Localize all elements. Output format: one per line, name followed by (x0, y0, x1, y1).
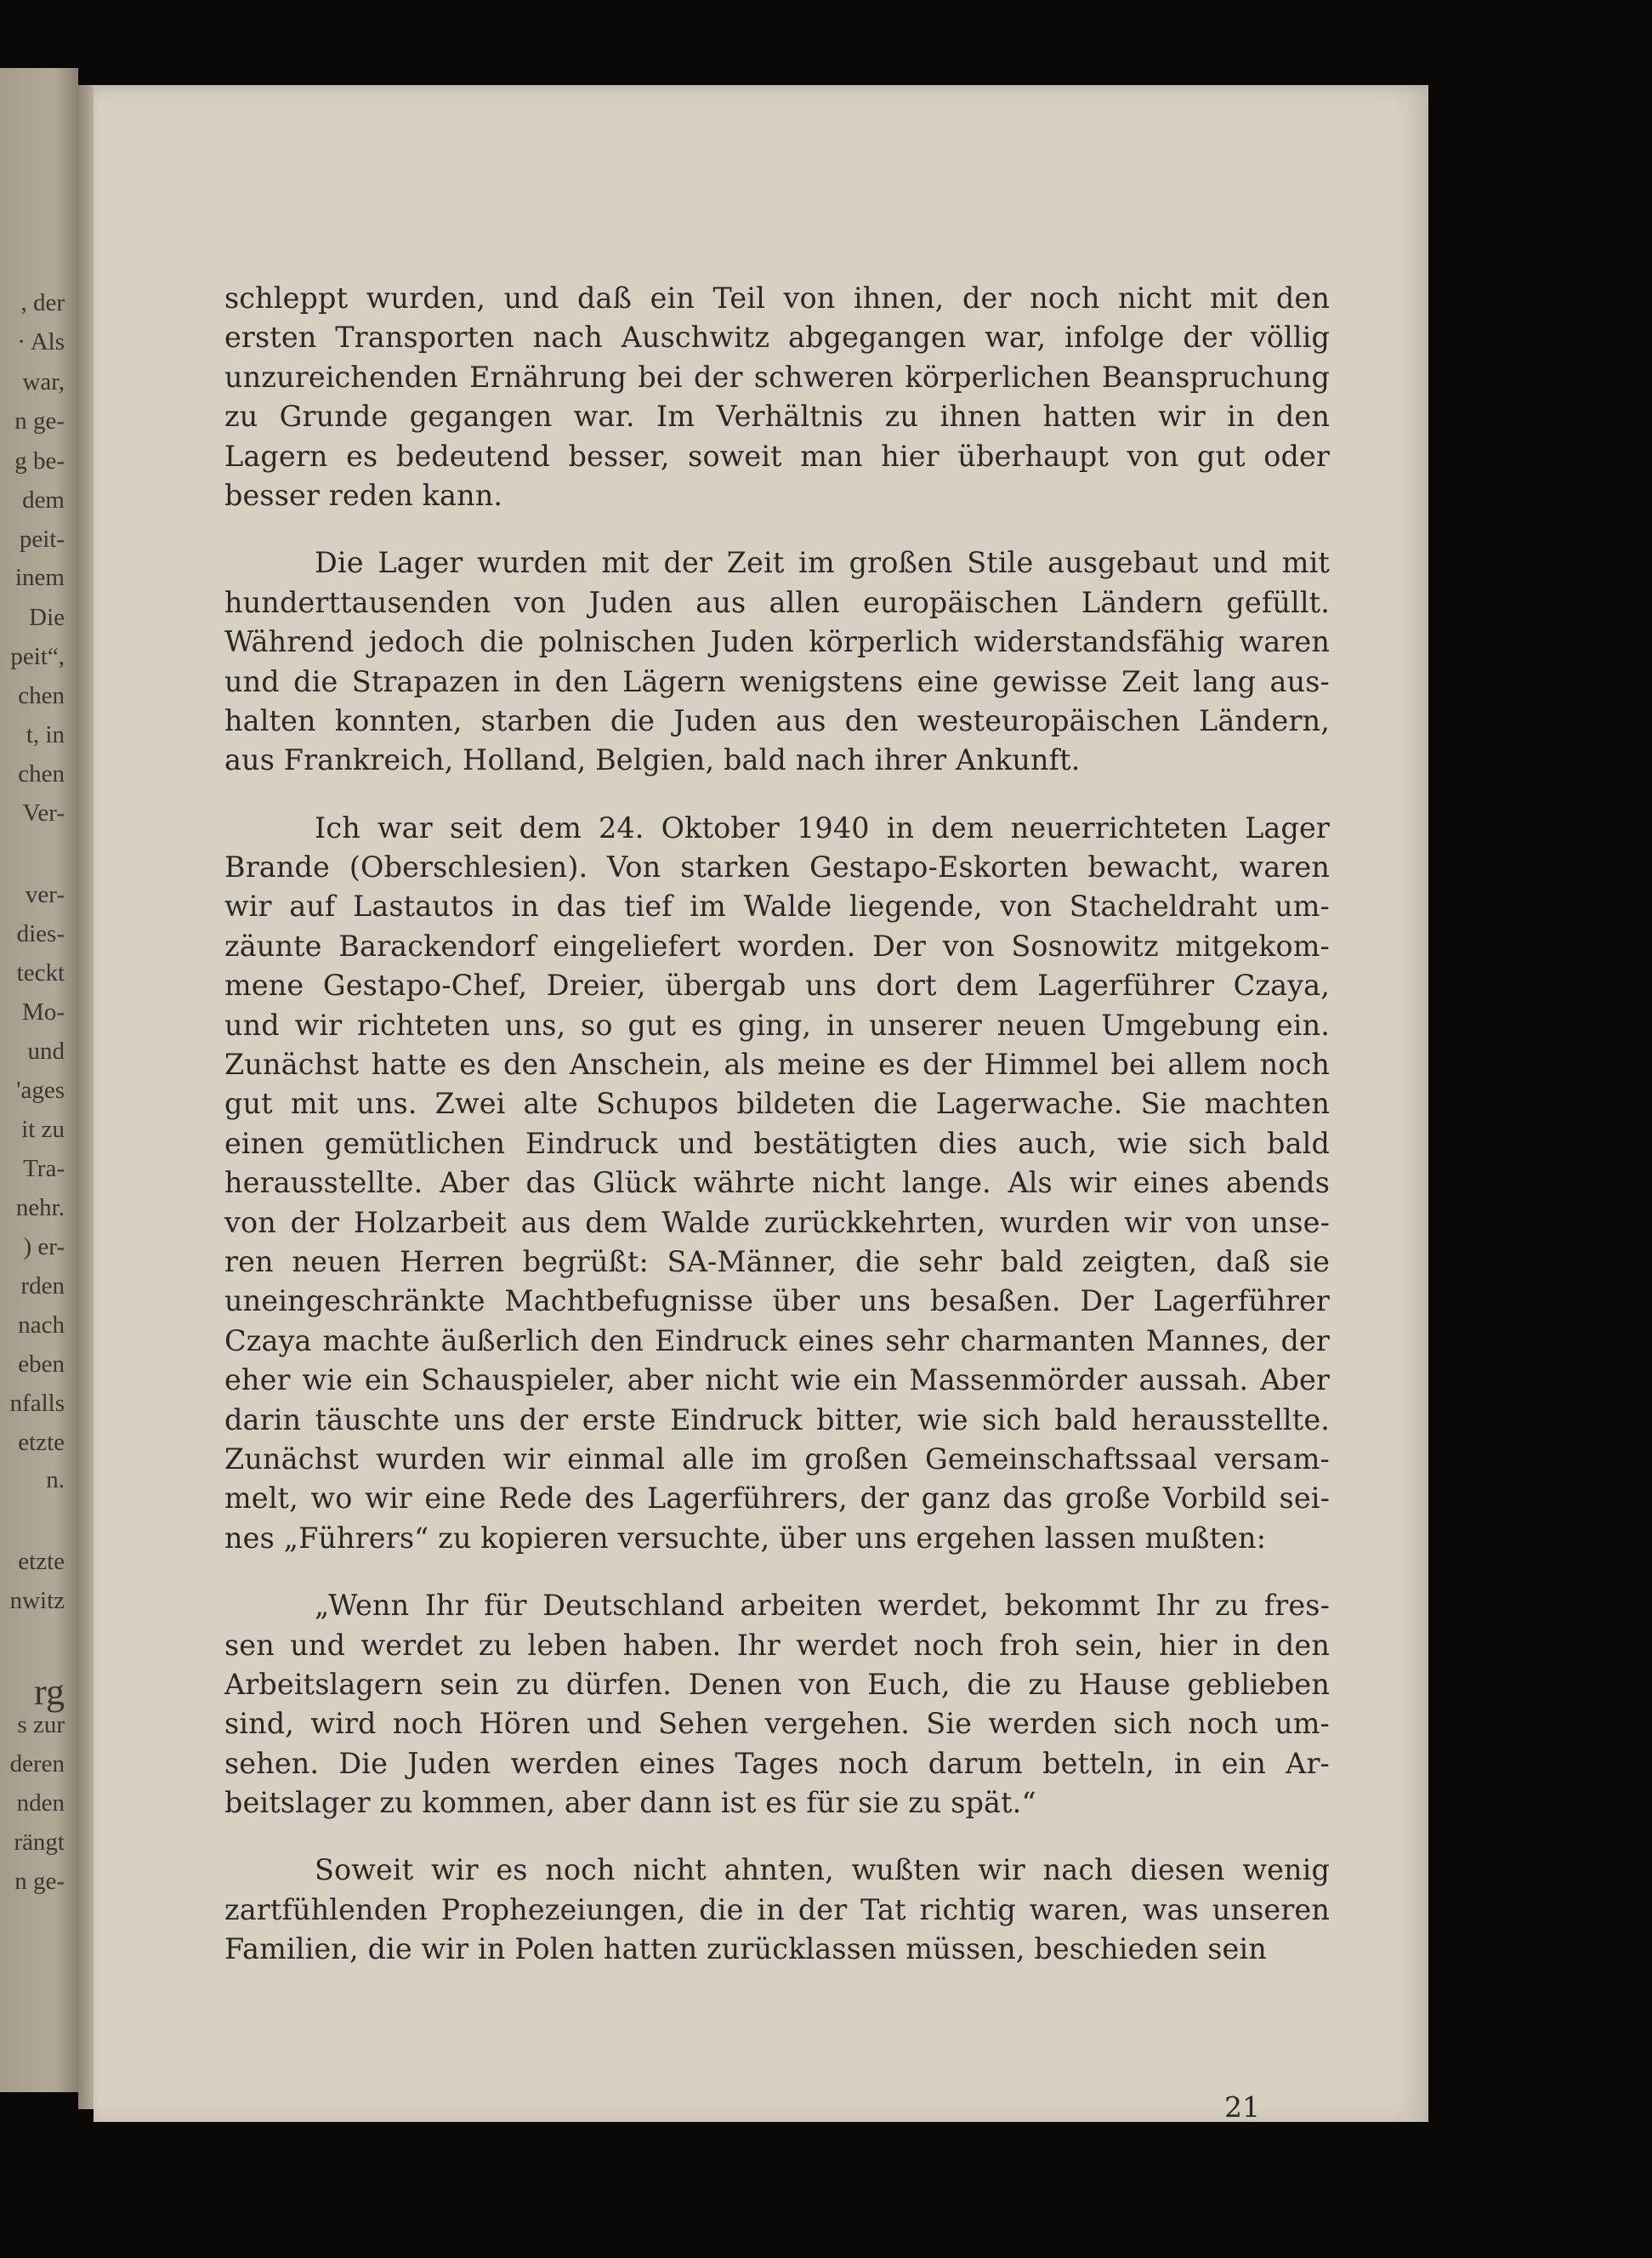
text-line: nes „Führers“ zu kopieren versuchte, über uns ergehen lassen mußten: (224, 1521, 1267, 1555)
left-page-fragment: n. (46, 1466, 65, 1493)
text-line: beitslager zu kommen, aber dann ist es für sie zu spät.“ (224, 1786, 1036, 1820)
text-line: Familien, die wir in Polen hatten zurücklassen müssen, beschieden sein (224, 1932, 1267, 1966)
left-page-fragment: dem (22, 486, 65, 514)
left-page-fragment: chen (18, 760, 65, 788)
page-number: 21 (1224, 2090, 1260, 2124)
left-page-edge (0, 68, 78, 2092)
left-page-fragment: nehr. (15, 1194, 65, 1221)
text-line: zartfühlenden Prophezeiungen, die in der Tat richtig waren, was unseren (224, 1892, 1330, 1926)
text-line: Die Lager wurden mit der Zeit im großen Stile ausgebaut und mit (315, 546, 1330, 580)
text-line: Czaya machte äußerlich den Eindruck eines sehr charmanten Mannes, der (224, 1323, 1330, 1357)
paragraph-gap (224, 515, 1330, 543)
text-line: sind, wird noch Hören und Sehen vergehen. Sie werden sich noch um- (224, 1707, 1330, 1741)
left-page-fragment: , der (20, 289, 65, 316)
left-page-fragment: etzte (18, 1429, 65, 1456)
left-page-fragment: und (27, 1038, 65, 1065)
text-line: Zunächst hatte es den Anschein, als meine es der Himmel bei allem noch (224, 1048, 1330, 1082)
text-line: Ich war seit dem 24. Oktober 1940 in dem neuerrichteten Lager (315, 810, 1330, 845)
text-line: sen und werdet zu leben haben. Ihr werdet noch froh sein, hier in den (224, 1628, 1330, 1662)
text-line: sehen. Die Juden werden eines Tages noch darum betteln, in ein Ar- (224, 1746, 1330, 1780)
text-line: und die Strapazen in den Lägern wenigstens eine gewisse Zeit lang aus- (224, 664, 1330, 698)
left-page-fragment: nwitz (9, 1587, 65, 1614)
book-page (94, 85, 1428, 2122)
text-line: wir auf Lastautos in das tief im Walde liegende, von Stacheldraht um- (224, 890, 1330, 924)
text-line: Brande (Oberschlesien). Von starken Gestapo-Eskorten bewacht, waren (224, 850, 1330, 884)
paragraph-gap (224, 1558, 1330, 1586)
text-line: mene Gestapo-Chef, Dreier, übergab uns dort dem Lagerführer Czaya, (224, 969, 1330, 1003)
left-page-fragment: rden (20, 1272, 65, 1300)
text-line: und wir richteten uns, so gut es ging, in unserer neuen Umgebung ein. (224, 1008, 1330, 1042)
text-line: eher wie ein Schauspieler, aber nicht wie ein Massenmörder aussah. Aber (224, 1363, 1330, 1397)
text-line: hunderttausenden von Juden aus allen europäischen Ländern gefüllt. (224, 585, 1330, 619)
text-line: von der Holzarbeit aus dem Walde zurückkehrten, wurden wir von unse- (224, 1205, 1330, 1239)
text-line: gut mit uns. Zwei alte Schupos bildeten die Lagerwache. Sie machten (224, 1087, 1330, 1121)
paragraph (224, 543, 1330, 780)
left-page-fragment: t, in (26, 721, 65, 748)
left-page-fragment: chen (18, 682, 65, 709)
left-page-fragment: · Als (17, 328, 65, 355)
text-line: uneingeschränkte Machtbefugnisse über uns besaßen. Der Lagerführer (224, 1284, 1330, 1318)
left-page-fragment: Die (29, 604, 65, 631)
text-line: herausstellte. Aber das Glück währte nicht lange. Als wir eines abends (224, 1166, 1330, 1200)
text-line: halten konnten, starben die Juden aus den westeuropäischen Ländern, (224, 703, 1330, 737)
text-line: ersten Transporten nach Auschwitz abgegangen war, infolge der völlig (224, 321, 1330, 355)
text-line: Soweit wir es noch nicht ahnten, wußten wir nach diesen wenig (315, 1853, 1330, 1887)
paragraph-gap (224, 1823, 1330, 1851)
left-page-fragment: dies- (16, 920, 65, 947)
left-page-fragment: n ge- (14, 1868, 65, 1895)
left-page-fragment: war, (22, 368, 65, 395)
left-page-fragment: rg (34, 1671, 65, 1713)
left-page-fragment: Tra- (23, 1155, 65, 1182)
paragraph (224, 279, 1330, 515)
paragraph-gap (224, 781, 1330, 809)
left-page-fragment: ) er- (23, 1233, 65, 1260)
left-page-fragment: rängt (14, 1829, 65, 1856)
left-page-fragment: peit- (19, 526, 65, 553)
left-page-fragment: inem (15, 564, 65, 591)
left-page-fragment: it zu (21, 1116, 65, 1143)
left-page-fragment: Mo- (22, 998, 65, 1026)
paragraph (224, 1851, 1330, 1969)
text-line: Lagern es bedeutend besser, soweit man hier überhaupt von gut oder (224, 439, 1330, 473)
left-page-fragment: etzte (18, 1548, 65, 1575)
text-line: Arbeitslagern sein zu dürfen. Denen von Euch, die zu Hause geblieben (224, 1667, 1330, 1701)
left-page-fragment: teckt (16, 959, 65, 987)
left-page-fragment: peit“, (10, 643, 65, 670)
text-line: aus Frankreich, Holland, Belgien, bald nach ihrer Ankunft. (224, 743, 1081, 777)
body-text (224, 279, 1330, 1970)
left-page-fragment: nach (18, 1311, 65, 1339)
left-page-fragment: eben (18, 1351, 65, 1378)
text-line: einen gemütlichen Eindruck und bestätigten dies auch, wie sich bald (224, 1126, 1330, 1160)
paragraph (224, 1586, 1330, 1823)
text-line: melt, wo wir eine Rede des Lagerführers, der ganz das große Vorbild sei- (224, 1482, 1330, 1516)
left-page-fragment: ver- (25, 881, 65, 908)
paragraph (224, 809, 1330, 1558)
left-page-fragment: Ver- (22, 799, 65, 827)
left-page-fragment: s zur (17, 1711, 65, 1738)
text-line: schleppt wurden, und daß ein Teil von ihnen, der noch nicht mit den (224, 282, 1330, 315)
left-page-fragment: deren (9, 1750, 65, 1777)
text-line: Zunächst wurden wir einmal alle im großen Gemeinschaftssaal versam- (224, 1442, 1330, 1476)
left-page-fragment: 'ages (16, 1077, 65, 1104)
text-line: besser reden kann. (224, 478, 503, 512)
text-line: unzureichenden Ernährung bei der schweren körperlichen Beanspruchung (224, 360, 1330, 394)
text-line: „Wenn Ihr für Deutschland arbeiten werdet, bekommt Ihr zu fres- (315, 1589, 1330, 1623)
text-line: zu Grunde gegangen war. Im Verhältnis zu ihnen hatten wir in den (224, 400, 1330, 434)
left-page-fragment: n ge- (14, 407, 65, 435)
left-page-fragment: g be- (14, 447, 65, 475)
text-line: ren neuen Herren begrüßt: SA-Männer, die sehr bald zeigten, daß sie (224, 1244, 1330, 1278)
text-line: darin täuschte uns der erste Eindruck bitter, wie sich bald herausstellte. (224, 1402, 1330, 1436)
left-page-fragment: nfalls (9, 1390, 65, 1417)
text-line: zäunte Barackendorf eingeliefert worden. Der von Sosnowitz mitgekom- (224, 929, 1330, 963)
text-line: Während jedoch die polnischen Juden körperlich widerstandsfähig waren (224, 625, 1330, 659)
left-page-fragment: nden (16, 1789, 65, 1817)
